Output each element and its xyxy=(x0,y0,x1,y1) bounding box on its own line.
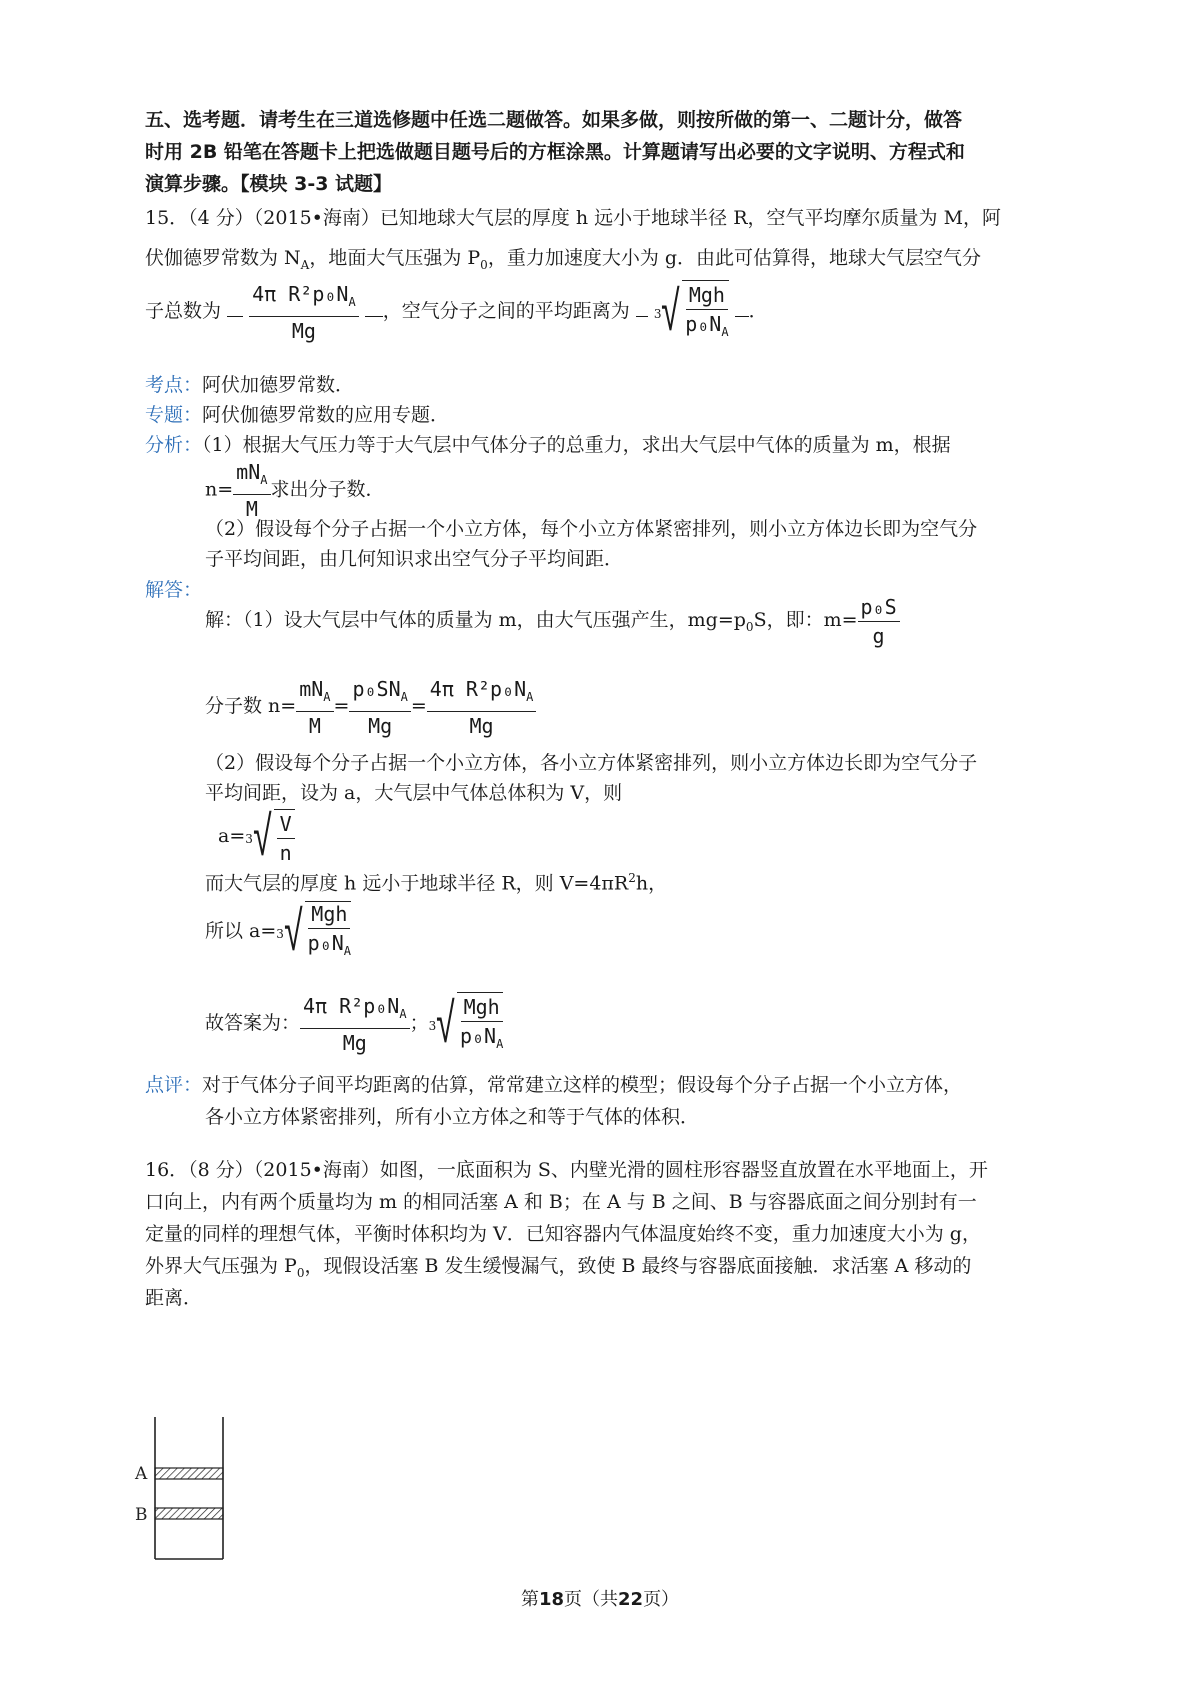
dianping-row: 点评：对于气体分子间平均距离的估算，常常建立这样的模型；假设每个分子占据一个小立方体， xyxy=(145,1074,963,1096)
page-number: 18 xyxy=(538,1589,564,1610)
answer-blank xyxy=(735,316,749,317)
section-header-line-1: 五、选考题．请考生在三道选修题中任选二题做答。如果多做，则按所做的第一、二题计分，做答 xyxy=(145,109,963,131)
jieda-row xyxy=(145,575,202,605)
solution-step-4: a= 3 √ $\frac{V}{n}$ xyxy=(218,808,295,866)
zhuanti-row: 专题：阿伏伽德罗常数的应用专题． xyxy=(145,404,450,426)
q16-line-4: 外界大气压强为 $P_0$，现假设活塞 B 发生缓慢漏气，致使 B 最终与容器底面接触．求活塞 A 移动的 xyxy=(145,1255,972,1280)
answer-blank xyxy=(227,316,243,317)
piston-a xyxy=(155,1468,223,1479)
solution-step-3a: （2）假设每个分子占据一个小立方体，各小立方体紧密排列，则小立方体边长即为空气分子 xyxy=(205,752,978,774)
page-total: 22 xyxy=(618,1589,644,1610)
piston-b xyxy=(155,1508,223,1519)
q16-line-1: 16．（8 分）（2015•海南）如图，一底面积为 S、内壁光滑的圆柱形容器竖直放置在水平地面上，开 xyxy=(145,1159,988,1181)
fenxi-n-formula: n= $\frac{mN_A}{M}$ 求出分子数． xyxy=(205,460,385,521)
solution-step-6: 所以 a= 3 √ $\frac{\text{Mgh}}{p_0N_A}$ xyxy=(205,899,352,964)
zhuanti-label: 专题： xyxy=(145,404,203,426)
solution-step-5: 而大气层的厚度 h 远小于地球半径 R，则 $V=4\pi R^2h$， xyxy=(205,871,668,895)
answer-blank xyxy=(365,316,383,317)
dianping-label: 点评： xyxy=(145,1074,203,1096)
label-piston-a: A xyxy=(135,1464,148,1484)
kaodian-label: 考点： xyxy=(145,374,203,396)
fenxi-row: 分析：（1）根据大气压力等于大气层中气体分子的总重力，求出大气层中气体的质量为 m，根据 xyxy=(145,434,951,456)
solution-step-1: 解：（1）设大气层中气体的质量为 m，由大气压强产生，$mg=p_0S$，即：m= $\frac{\text{p₀S}}{g}$ xyxy=(205,590,900,657)
section-header-line-3: 演算步骤。【模块 3-3 试题】 xyxy=(145,173,393,195)
final-answer-row: 故答案为： $\frac{4\pi R^2p_0N_A}{Mg}$ ； 3 √ $\frac{\text{Mgh}}{p_0N_A}$ xyxy=(205,991,504,1056)
container-diagram xyxy=(135,1417,233,1567)
q16-line-2: 口向上，内有两个质量均为 m 的相同活塞 A 和 B；在 A 与 B 之间、B 与容器底面之间分别封有一 xyxy=(145,1191,977,1213)
jieda-label: 解答： xyxy=(145,579,203,601)
answer-blank xyxy=(636,316,648,317)
fenxi-2b: 子平均间距，由几何知识求出空气分子平均间距． xyxy=(205,548,624,570)
q16-line-5: 距离． xyxy=(145,1287,203,1309)
fenxi-label: 分析： xyxy=(145,434,203,456)
q15-line-3: 子总数为 $\frac{4\pi R^2p_0N_A}{Mg}$ ，空气分子之间的平均距离为 3 √ $\frac{\text{Mgh}}{p_0N_A}$ ． xyxy=(145,279,768,344)
solution-step-3b: 平均间距，设为 a，大气层中气体总体积为 V，则 xyxy=(205,782,623,804)
dianping-line-2: 各小立方体紧密排列，所有小立方体之和等于气体的体积． xyxy=(205,1106,700,1128)
label-piston-b: B xyxy=(135,1505,148,1525)
q16-line-3: 定量的同样的理想气体，平衡时体积均为 V．已知容器内气体温度始终不变，重力加速度大小为 g， xyxy=(145,1223,981,1245)
answer-cube-root: 3 √ $\frac{\text{Mgh}}{p_0N_A}$ xyxy=(653,279,729,344)
fenxi-2a: （2）假设每个分子占据一个小立方体，每个小立方体紧密排列，则小立方体边长即为空气分 xyxy=(205,518,978,540)
kaodian-row: 考点：阿伏加德罗常数． xyxy=(145,374,355,396)
page-footer: 第18页（共22页） xyxy=(520,1589,680,1610)
section-header-line-2: 时用 2B 铅笔在答题卡上把选做题目题号后的方框涂黑。计算题请写出必要的文字说明、方程式和 xyxy=(145,141,965,163)
q15-line-2: 伏伽德罗常数为 $N_A$，地面大气压强为 $P_0$，重力加速度大小为 g．由此可估算得，地球大气层空气分 xyxy=(145,247,982,272)
answer-fraction-total: $\frac{4\pi R^2p_0N_A}{Mg}$ xyxy=(249,282,359,343)
q15-line-1: 15．（4 分）（2015•海南）已知地球大气层的厚度 h 远小于地球半径 R，空气平均摩尔质量为 M，阿 xyxy=(145,207,1002,229)
solution-step-2: 分子数 n= $\frac{mN_A}{M}$ = $\frac{p_0SN_A}{Mg}$ = $\frac{4\pi R^2p_0N_A}{Mg}$ xyxy=(205,676,536,738)
